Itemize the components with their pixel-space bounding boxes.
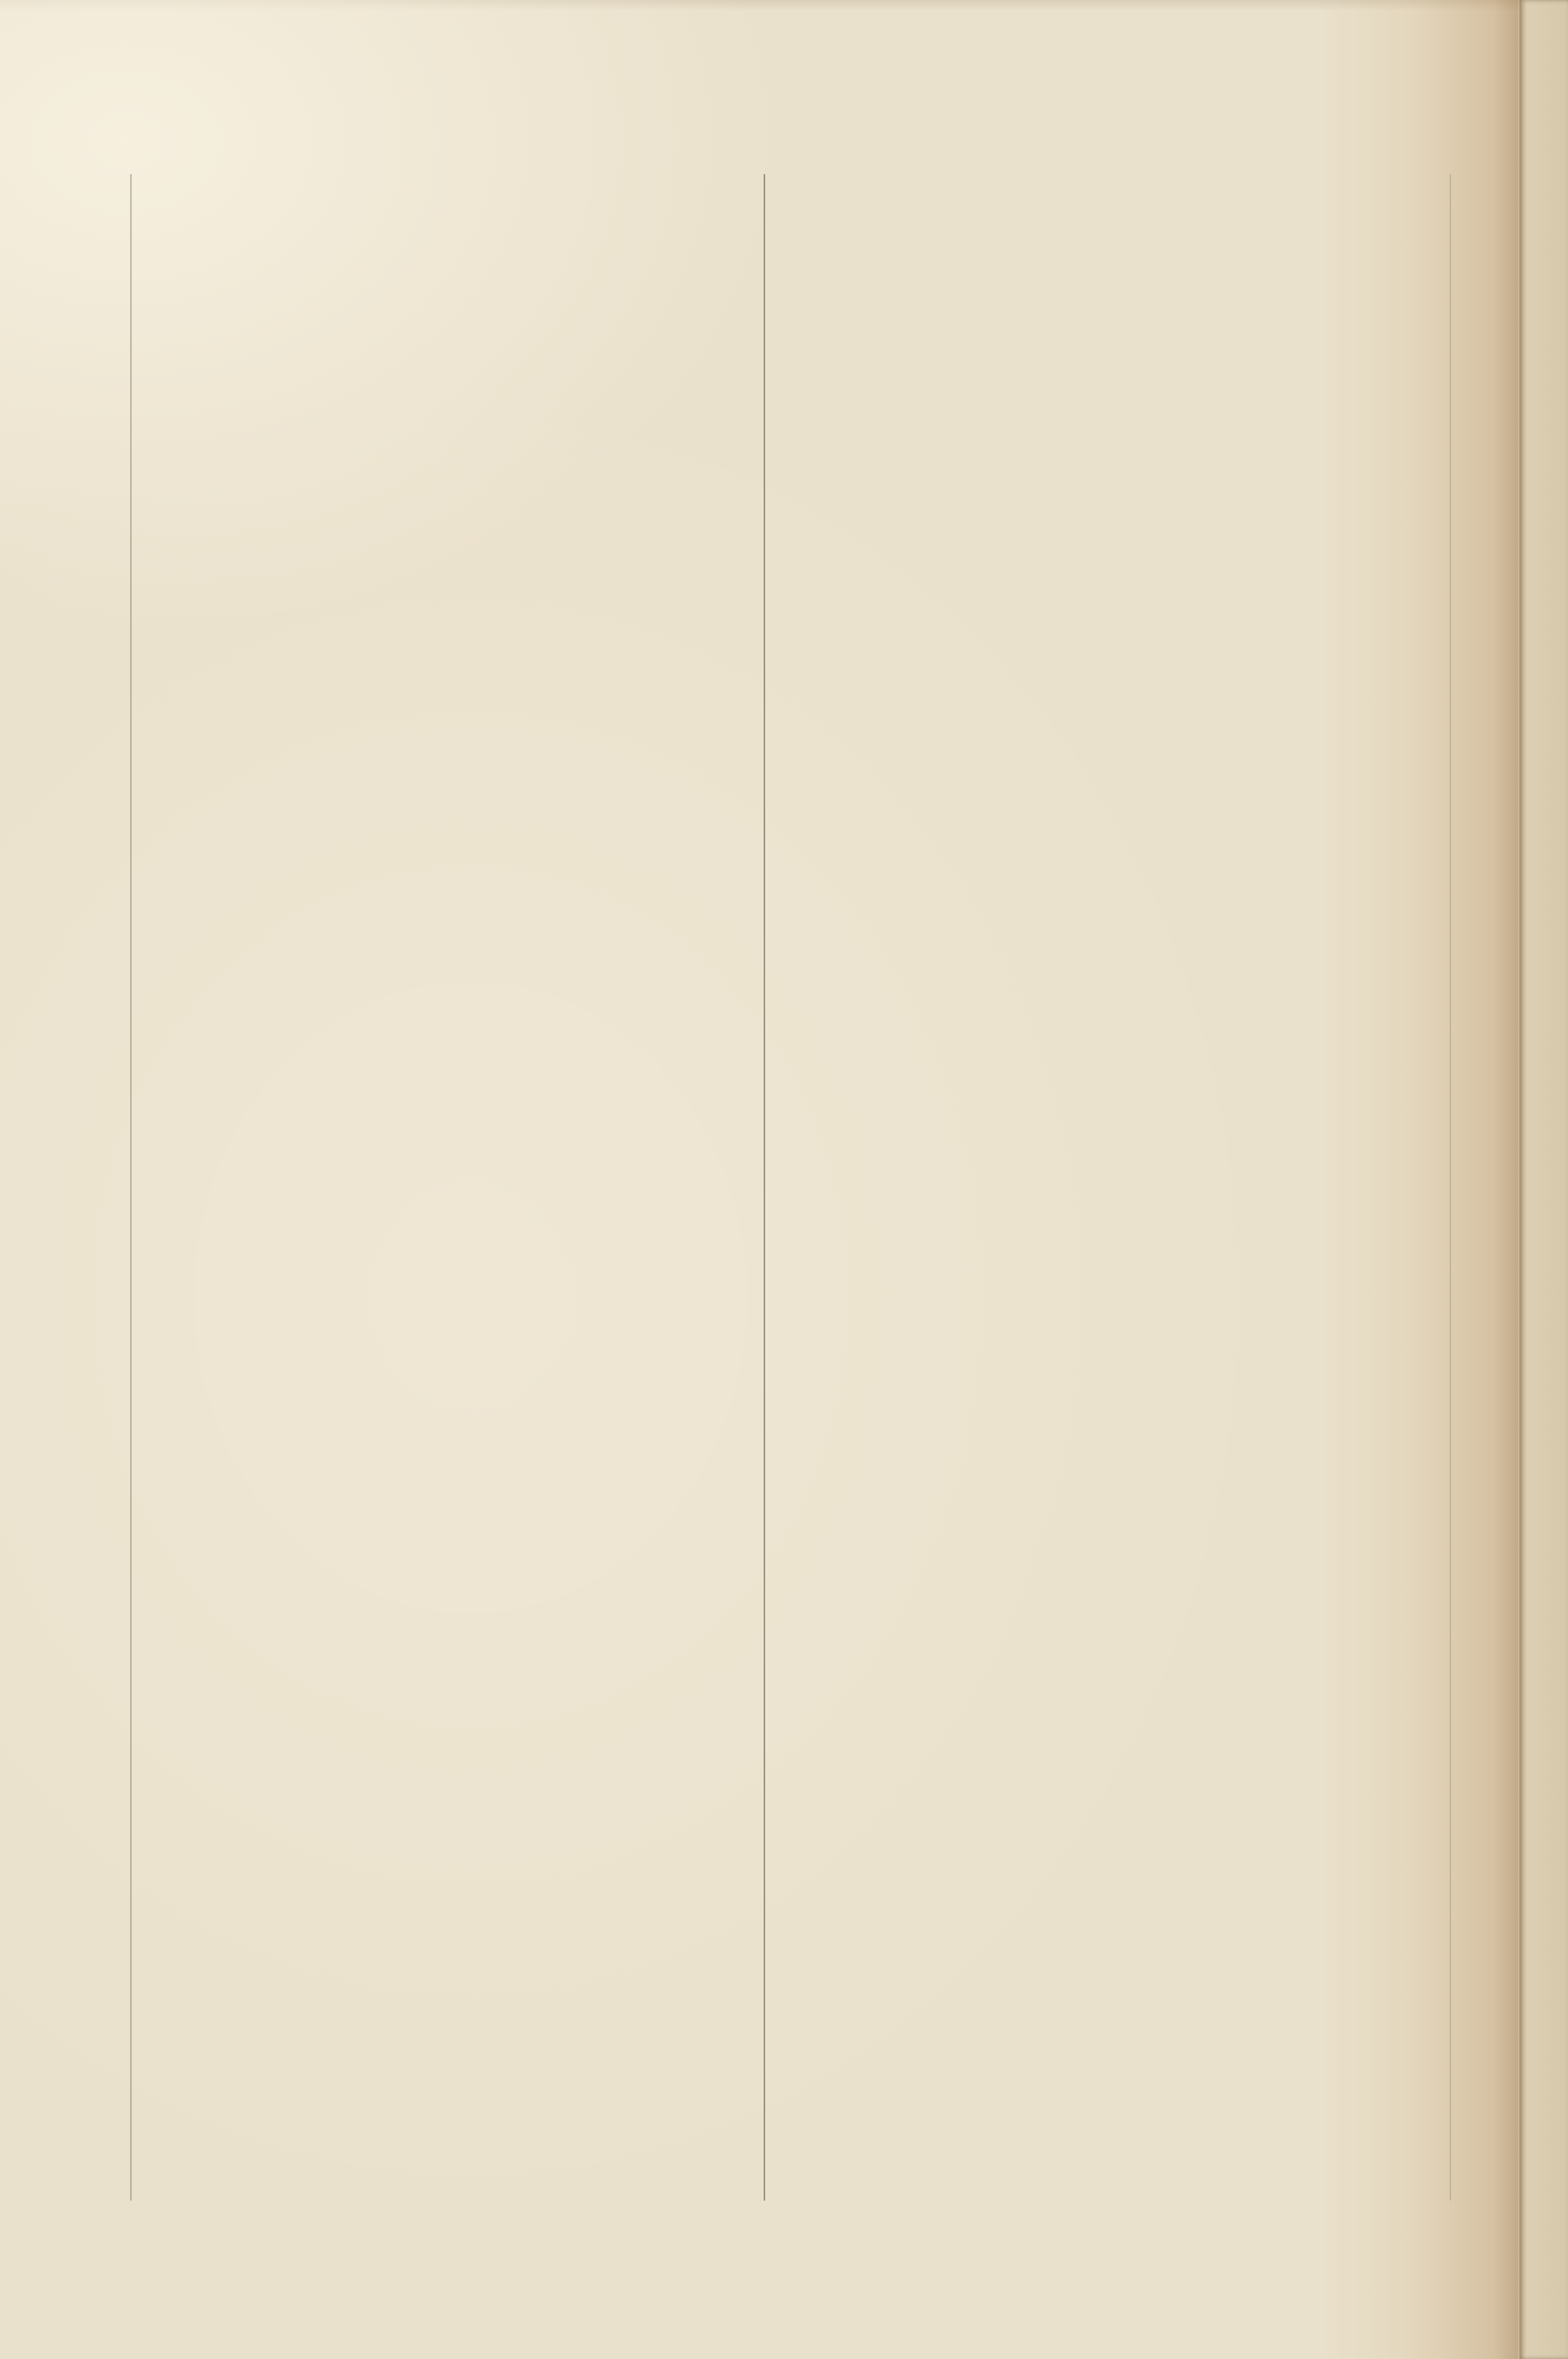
running-header	[140, 122, 1423, 158]
book-fore-edge	[1519, 0, 1568, 2359]
left-margin-rule	[130, 174, 132, 2201]
column-divider-rule	[764, 174, 765, 2201]
right-margin-rule	[1450, 174, 1451, 2201]
